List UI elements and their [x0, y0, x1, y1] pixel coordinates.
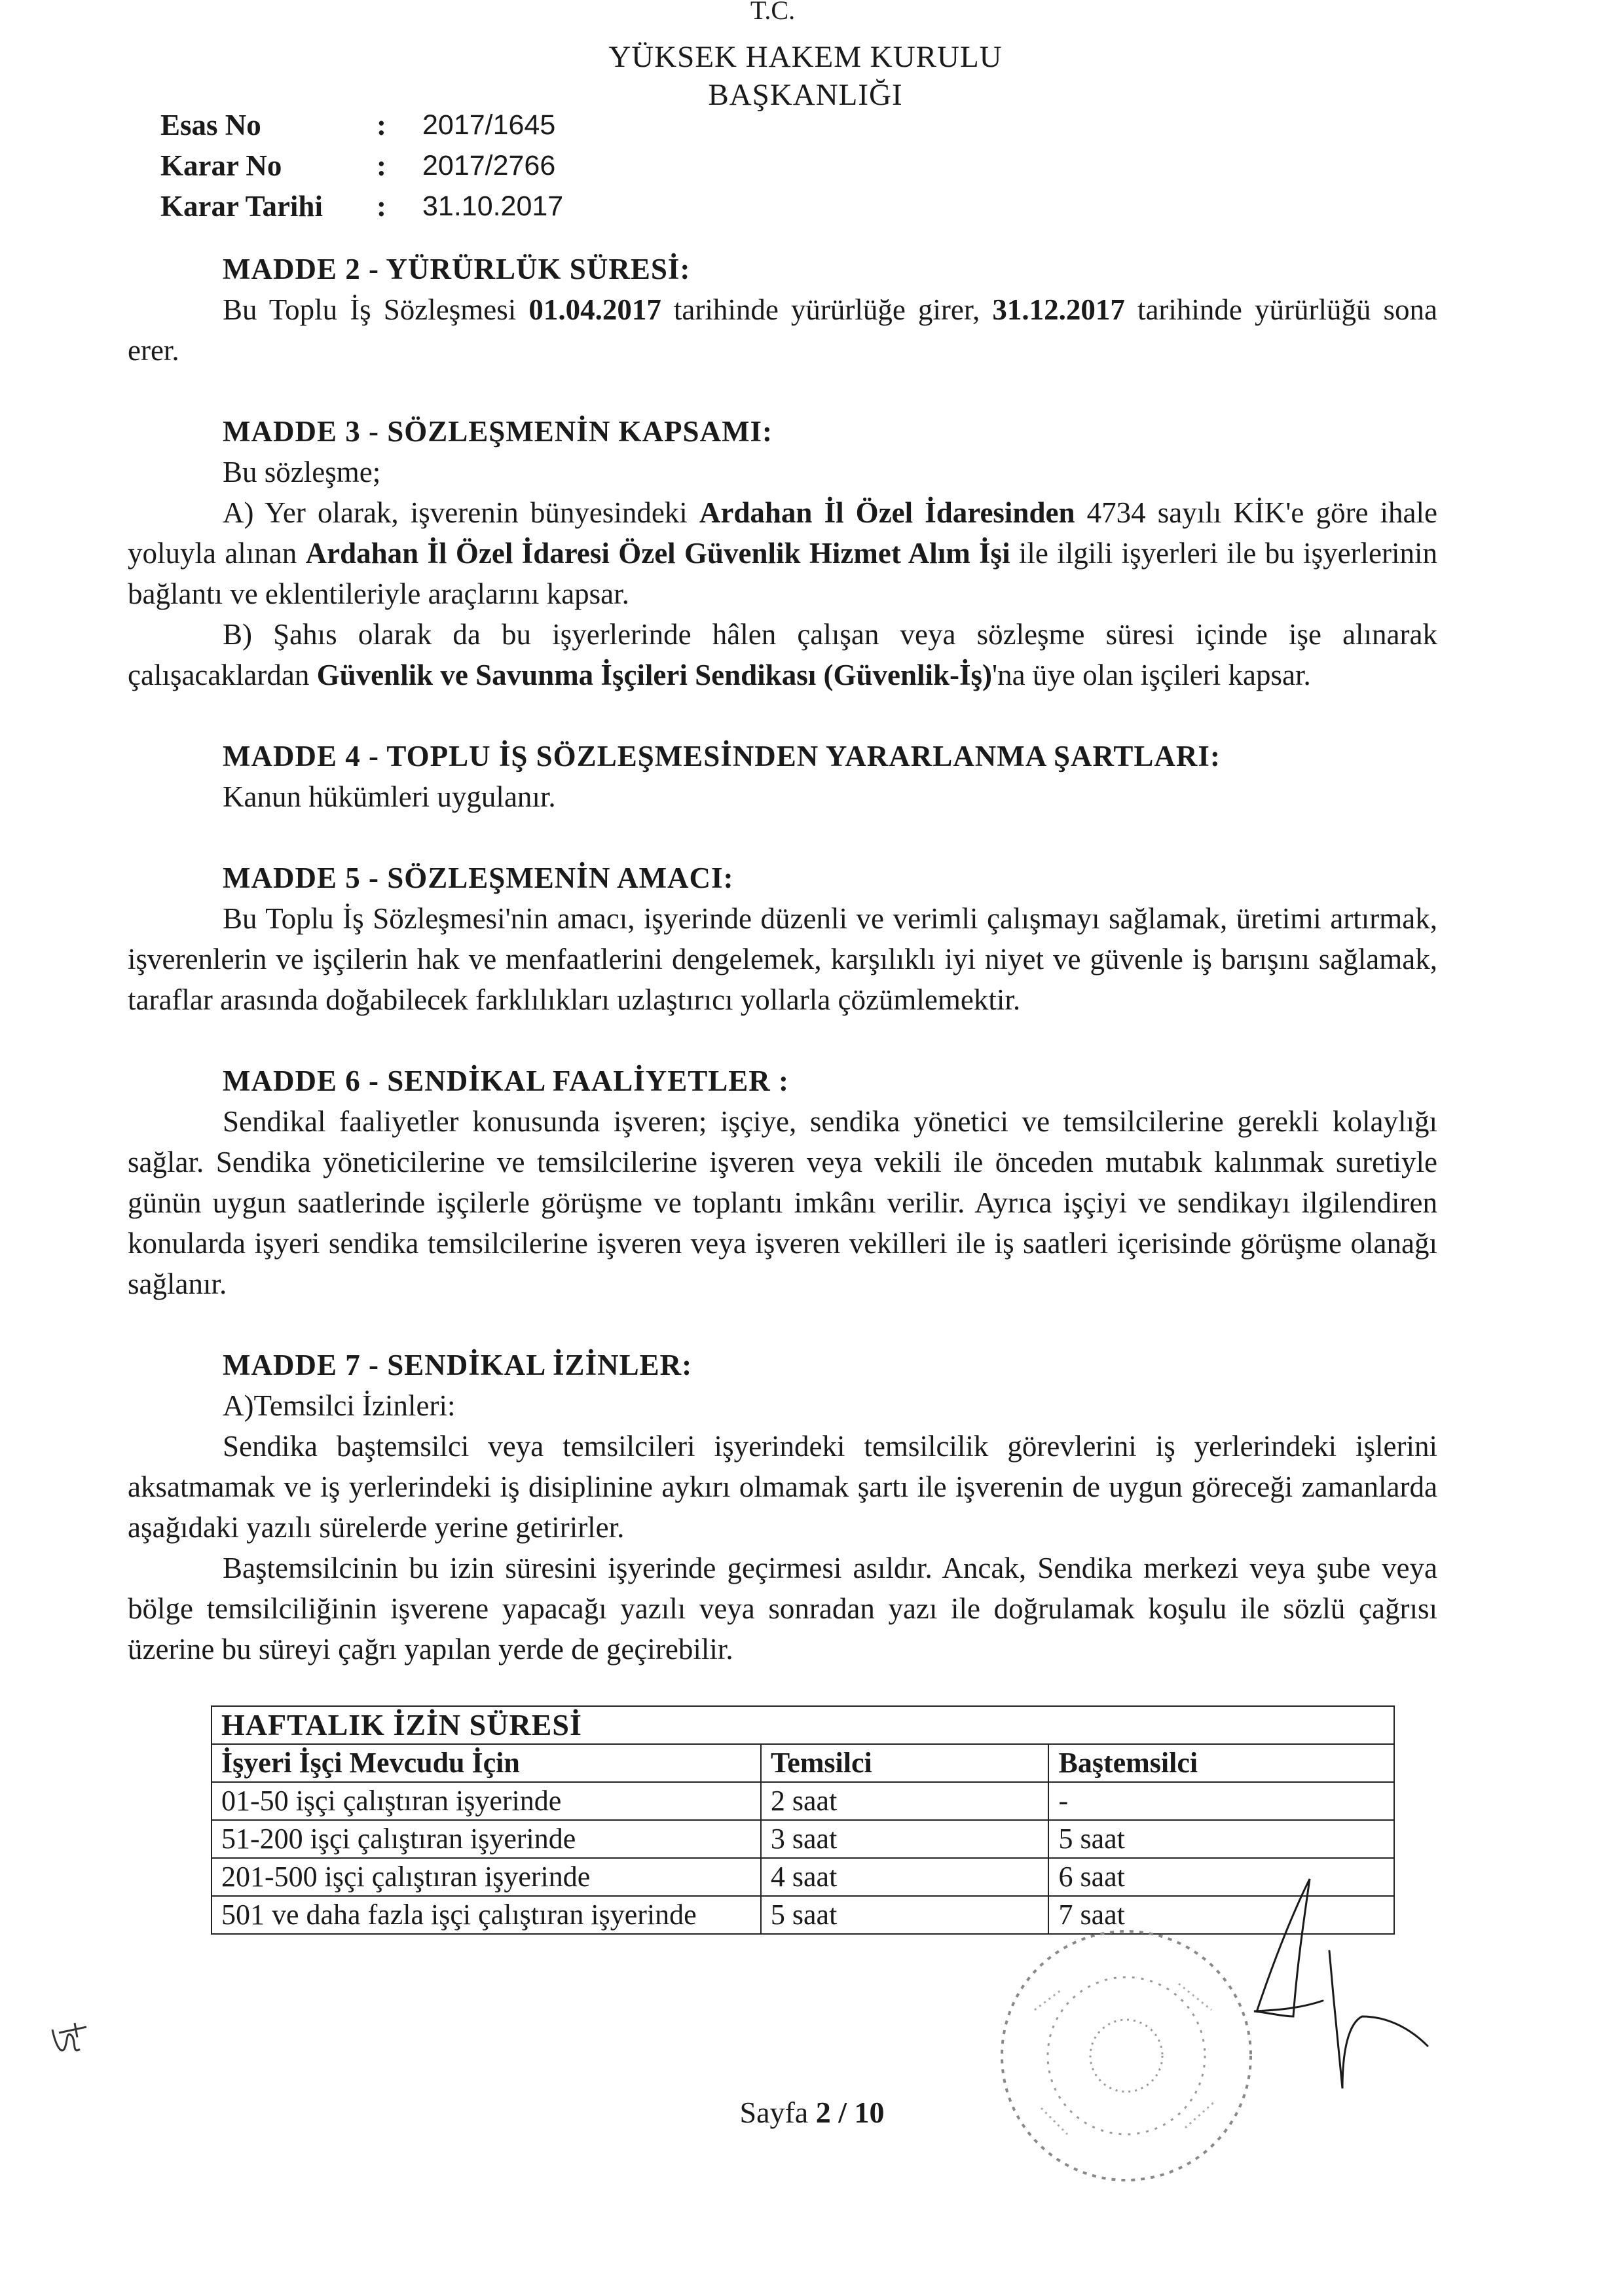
meta-colon: : — [377, 190, 386, 223]
article-2 — [128, 249, 1437, 371]
column-header: Temsilci — [761, 1744, 1049, 1782]
end-date: 31.12.2017 — [992, 293, 1125, 326]
article-3 — [128, 411, 1437, 695]
page-current: 2 — [815, 2096, 831, 2129]
meta-value: 2017/2766 — [422, 150, 556, 181]
article-title: MADDE 4 - TOPLU İŞ SÖZLEŞMESİNDEN YARARLANMA ŞARTLARI: — [223, 740, 1221, 773]
article-paragraph-b — [128, 614, 1437, 695]
article-5 — [128, 858, 1437, 1020]
article-paragraph: Baştemsilcinin bu izin süresini işyerinde geçirmesi asıldır. Ancak, Sendika merkezi veya şube veya bölge temsilciliğinin işverene yapacağı yazılı veya sonradan yazı ile doğrulamak koşulu ile sözlü çağrısı üzerine bu süreyi çağrı yapılan yerde de geçirebilir. — [128, 1552, 1437, 1666]
table-row — [212, 1782, 1394, 1820]
article-title: MADDE 6 - SENDİKAL FAALİYETLER : — [223, 1065, 790, 1097]
article-7 — [128, 1345, 1437, 1669]
bold-run: Ardahan İl Özel İdaresi Özel Güvenlik Hizmet Alım İşi — [305, 537, 1010, 570]
article-4 — [128, 736, 1437, 817]
meta-label: Esas No — [160, 109, 261, 141]
page-number — [707, 2095, 917, 2130]
meta-label: Karar No — [160, 149, 282, 182]
text-run: Bu Toplu İş Sözleşmesi — [223, 293, 529, 326]
article-paragraph: Sendikal faaliyetler konusunda işveren; işçiye, sendika yönetici ve temsilcilerine gerekli kolaylığı sağlar. Sendika yöneticilerine ve temsilcilerine işveren veya vekili ile önceden mutabık kalınmak suretiyle günün uygun saatlerinde işçilerle görüşme ve toplantı imkânı verilir. Ayrıca işçiyi ve sendikayı ilgilendiren konularda işyeri sendika temsilcilerine işveren veya işveren vekilleri ile iş saatleri içerisinde görüşme olanağı sağlanır. — [128, 1105, 1437, 1300]
article-intro: Bu sözleşme; — [223, 456, 381, 488]
article-title: MADDE 7 - SENDİKAL İZİNLER: — [223, 1349, 693, 1381]
table-cell: 7 saat — [1048, 1896, 1394, 1934]
meta-label: Karar Tarihi — [160, 190, 323, 223]
text-run: 4734 sayılı KİK'e göre ihale yoluyla alınan — [128, 496, 1437, 570]
department-name: BAŞKANLIĞI — [708, 78, 903, 112]
table-cell: 51-200 işçi çalıştıran işyerinde — [212, 1820, 761, 1858]
table-cell: 01-50 işçi çalıştıran işyerinde — [212, 1782, 761, 1820]
text-run: B) Şahıs olarak da bu işyerlerinde hâlen çalışan veya sözleşme süresi içinde işe alınarak çalışacaklardan — [128, 618, 1437, 691]
article-title: MADDE 2 - YÜRÜRLÜK SÜRESİ: — [223, 253, 691, 285]
table-cell: 5 saat — [761, 1896, 1049, 1934]
table-cell: 2 saat — [761, 1782, 1049, 1820]
table-title: HAFTALIK İZİN SÜRESİ — [212, 1706, 1394, 1744]
article-paragraph: Bu Toplu İş Sözleşmesi'nin amacı, işyerinde düzenli ve verimli çalışmayı sağlamak, üretimi artırmak, işverenlerin ve işçilerin hak ve menfaatlerini dengelemek, karşılıklı iyi niyet ve güvenle iş barışını sağlamak, taraflar arasında doğabilecek farklılıkları uzlaştırıcı yollarla çözümlemektir. — [128, 902, 1437, 1016]
article-title: MADDE 5 - SÖZLEŞMENİN AMACI: — [223, 862, 734, 894]
table-cell: 3 saat — [761, 1820, 1049, 1858]
meta-row-tarih — [160, 186, 563, 227]
page-label: Sayfa — [739, 2096, 816, 2129]
table-row — [212, 1820, 1394, 1858]
bold-run: Güvenlik ve Savunma İşçileri Sendikası (Güvenlik-İş) — [316, 659, 993, 691]
case-metadata — [160, 105, 563, 227]
meta-row-karar — [160, 145, 563, 186]
signature — [1231, 1853, 1441, 2102]
article-subtitle: A)Temsilci İzinleri: — [223, 1389, 456, 1422]
article-title: MADDE 3 - SÖZLEŞMENİN KAPSAMI: — [223, 415, 773, 448]
meta-value: 31.10.2017 — [422, 191, 564, 222]
article-paragraph: Kanun hükümleri uygulanır. — [223, 780, 556, 813]
table-cell: 6 saat — [1048, 1858, 1394, 1896]
table-row — [212, 1858, 1394, 1896]
document-header — [537, 38, 1074, 114]
text-run: A) Yer olarak, işverenin bünyesindeki — [223, 496, 699, 529]
institution-name: YÜKSEK HAKEM KURULU — [608, 40, 1003, 74]
republic-abbrev: T.C. — [750, 0, 796, 25]
text-run: tarihinde yürürlüğü sona erer. — [128, 293, 1438, 367]
page-separator: / — [830, 2096, 855, 2129]
meta-colon: : — [377, 149, 386, 182]
text-run: ile ilgili işyerleri ile bu işyerlerinin bağlantı ve eklentileriyle araçlarını kapsar. — [128, 537, 1438, 610]
table-header-row — [212, 1744, 1394, 1782]
text-run: 'na üye olan işçileri kapsar. — [992, 659, 1311, 691]
meta-row-esas — [160, 105, 563, 145]
start-date: 01.04.2017 — [528, 293, 661, 326]
column-header: Baştemsilci — [1048, 1744, 1394, 1782]
meta-colon: : — [377, 109, 386, 141]
article-paragraph: Sendika baştemsilci veya temsilcileri işyerindeki temsilcilik görevlerini iş yerlerindeki işlerini aksatmamak ve iş yerlerindeki iş disiplinine aykırı olmamak şartı ile işverenin de uygun göreceği zamanlarda aşağıdaki yazılı sürelerde yerine getirirler. — [128, 1430, 1437, 1544]
bold-run: Ardahan İl Özel İdaresinden — [699, 496, 1075, 529]
table-cell: 501 ve daha fazla işçi çalıştıran işyerinde — [212, 1896, 761, 1934]
table-cell: 5 saat — [1048, 1820, 1394, 1858]
column-header: İşyeri İşçi Mevcudu İçin — [212, 1744, 761, 1782]
article-paragraph-a — [128, 492, 1437, 614]
table-cell: 201-500 işçi çalıştıran işyerinde — [212, 1858, 761, 1896]
weekly-leave-table — [211, 1705, 1395, 1935]
page-total: 10 — [854, 2096, 885, 2129]
article-paragraph — [128, 289, 1437, 371]
article-6 — [128, 1061, 1437, 1304]
table-title-row — [212, 1706, 1394, 1744]
text-run: tarihinde yürürlüğe girer, — [661, 293, 993, 326]
document-body — [128, 249, 1437, 1710]
initials-mark — [46, 2003, 98, 2062]
table-cell: - — [1048, 1782, 1394, 1820]
meta-value: 2017/1645 — [422, 109, 556, 141]
table-cell: 4 saat — [761, 1858, 1049, 1896]
